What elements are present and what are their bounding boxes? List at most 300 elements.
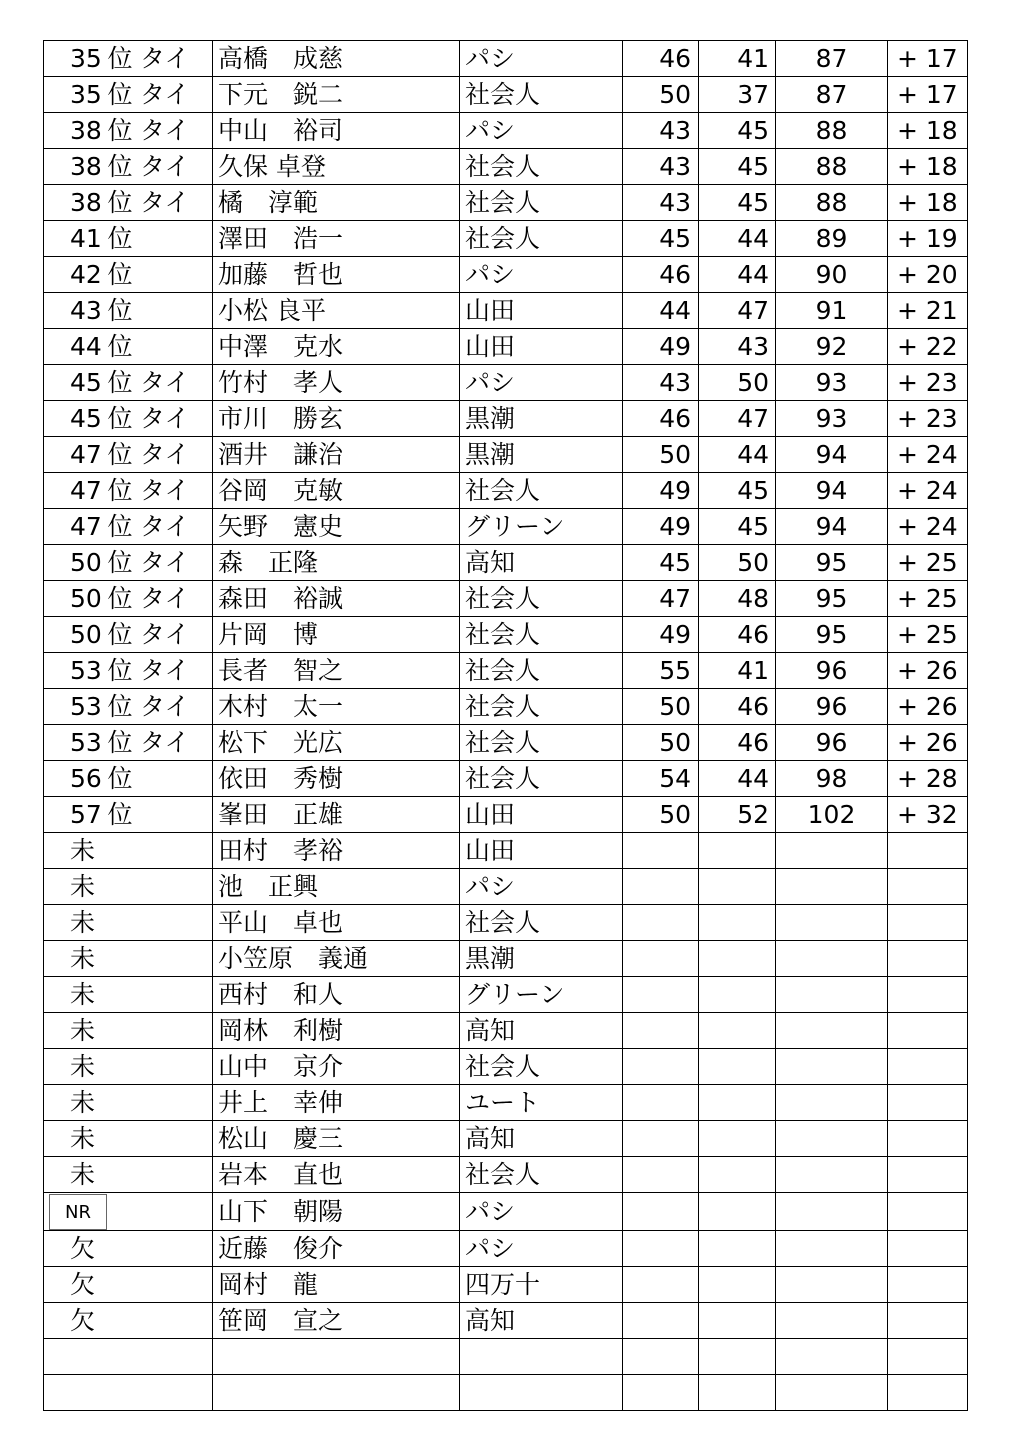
table-row <box>44 869 968 905</box>
in-score: 50 <box>699 545 776 581</box>
tie-label: タイ <box>140 728 190 757</box>
table-row <box>44 1013 968 1049</box>
player-name: 峯田 正雄 <box>213 797 460 833</box>
total-score: 92 <box>776 329 888 365</box>
team-name: 社会人 <box>460 761 623 797</box>
player-name <box>213 1375 460 1411</box>
rank-number: 47 <box>70 476 102 505</box>
rank-unit: 位 <box>107 296 133 325</box>
in-score: 45 <box>699 509 776 545</box>
out-score: 45 <box>623 221 699 257</box>
rank-unit: 位 <box>107 656 133 685</box>
rank-cell <box>44 1267 213 1303</box>
table-row <box>44 77 968 113</box>
table-row <box>44 401 968 437</box>
out-score: 50 <box>623 797 699 833</box>
rank-cell <box>44 77 213 113</box>
out-score: 55 <box>623 653 699 689</box>
over-par: + 25 <box>888 545 968 581</box>
total-score <box>776 833 888 869</box>
rank-unit: 位 <box>107 368 133 397</box>
total-score: 95 <box>776 545 888 581</box>
total-score: 87 <box>776 41 888 77</box>
table-row <box>44 113 968 149</box>
rank-unit: 位 <box>107 692 133 721</box>
team-name: 山田 <box>460 329 623 365</box>
player-name: 木村 太一 <box>213 689 460 725</box>
in-score: 37 <box>699 77 776 113</box>
tie-label: タイ <box>140 404 190 433</box>
total-score <box>776 869 888 905</box>
out-score: 46 <box>623 41 699 77</box>
in-score <box>699 1049 776 1085</box>
out-score: 47 <box>623 581 699 617</box>
player-name: 岡林 利樹 <box>213 1013 460 1049</box>
team-name: 黒潮 <box>460 941 623 977</box>
tie-label: タイ <box>140 80 190 109</box>
in-score <box>699 1231 776 1267</box>
team-name: 黒潮 <box>460 401 623 437</box>
rank-cell <box>44 473 213 509</box>
team-name <box>460 1339 623 1375</box>
player-name: 井上 幸伸 <box>213 1085 460 1121</box>
table-row <box>44 473 968 509</box>
out-score: 50 <box>623 725 699 761</box>
team-name: 社会人 <box>460 581 623 617</box>
table-row <box>44 653 968 689</box>
team-name <box>460 1375 623 1411</box>
out-score <box>623 1085 699 1121</box>
results-table <box>43 40 968 1411</box>
team-name: 社会人 <box>460 689 623 725</box>
in-score: 44 <box>699 437 776 473</box>
team-name: 社会人 <box>460 149 623 185</box>
out-score <box>623 1013 699 1049</box>
total-score <box>776 1267 888 1303</box>
out-score <box>623 1267 699 1303</box>
in-score: 46 <box>699 617 776 653</box>
table-row <box>44 1085 968 1121</box>
rank-cell <box>44 833 213 869</box>
rank-number: 47 <box>70 512 102 541</box>
rank-unit: 位 <box>107 80 133 109</box>
out-score: 50 <box>623 77 699 113</box>
team-name: 高知 <box>460 1121 623 1157</box>
over-par <box>888 1267 968 1303</box>
over-par: + 19 <box>888 221 968 257</box>
total-score: 94 <box>776 509 888 545</box>
tie-label: タイ <box>140 584 190 613</box>
team-name: 社会人 <box>460 653 623 689</box>
team-name: 黒潮 <box>460 437 623 473</box>
rank-cell <box>44 977 213 1013</box>
rank-cell <box>44 905 213 941</box>
total-score <box>776 1303 888 1339</box>
table-row <box>44 725 968 761</box>
rank-cell <box>44 1157 213 1193</box>
in-score: 41 <box>699 41 776 77</box>
over-par <box>888 1085 968 1121</box>
total-score: 89 <box>776 221 888 257</box>
tie-label: タイ <box>140 512 190 541</box>
out-score <box>623 1121 699 1157</box>
rank-number: 43 <box>70 296 102 325</box>
total-score: 93 <box>776 401 888 437</box>
over-par: + 20 <box>888 257 968 293</box>
player-name: 酒井 謙治 <box>213 437 460 473</box>
total-score <box>776 1013 888 1049</box>
out-score <box>623 1231 699 1267</box>
over-par <box>888 1193 968 1231</box>
in-score <box>699 869 776 905</box>
over-par <box>888 941 968 977</box>
over-par: + 18 <box>888 149 968 185</box>
rank-cell <box>44 113 213 149</box>
out-score: 44 <box>623 293 699 329</box>
rank-number: 56 <box>70 764 102 793</box>
total-score: 88 <box>776 149 888 185</box>
rank-cell <box>44 401 213 437</box>
rank-unit: 位 <box>107 548 133 577</box>
player-name: 竹村 孝人 <box>213 365 460 401</box>
table-row <box>44 149 968 185</box>
total-score <box>776 941 888 977</box>
team-name: 社会人 <box>460 185 623 221</box>
rank-cell <box>44 761 213 797</box>
total-score <box>776 1375 888 1411</box>
rank-number: 41 <box>70 224 102 253</box>
total-score <box>776 1157 888 1193</box>
in-score: 48 <box>699 581 776 617</box>
in-score: 44 <box>699 221 776 257</box>
over-par: + 28 <box>888 761 968 797</box>
player-name <box>213 1339 460 1375</box>
team-name: 高知 <box>460 1303 623 1339</box>
player-name: 下元 鋭二 <box>213 77 460 113</box>
rank-cell <box>44 41 213 77</box>
rank-unit: 位 <box>107 800 133 829</box>
rank-unit: 位 <box>107 224 133 253</box>
player-name: 中山 裕司 <box>213 113 460 149</box>
out-score: 54 <box>623 761 699 797</box>
over-par <box>888 1049 968 1085</box>
out-score: 50 <box>623 689 699 725</box>
rank-cell <box>44 1231 213 1267</box>
team-name: 山田 <box>460 293 623 329</box>
over-par <box>888 1157 968 1193</box>
in-score <box>699 977 776 1013</box>
player-name: 澤田 浩一 <box>213 221 460 257</box>
out-score: 43 <box>623 113 699 149</box>
total-score <box>776 1049 888 1085</box>
over-par: + 18 <box>888 185 968 221</box>
rank-cell <box>44 1085 213 1121</box>
over-par <box>888 869 968 905</box>
team-name: パシ <box>460 1193 623 1231</box>
rank-cell <box>44 149 213 185</box>
in-score <box>699 1267 776 1303</box>
player-name: 市川 勝玄 <box>213 401 460 437</box>
in-score <box>699 1157 776 1193</box>
player-name: 田村 孝裕 <box>213 833 460 869</box>
table-row <box>44 1157 968 1193</box>
rank-number: 35 <box>70 80 102 109</box>
total-score <box>776 977 888 1013</box>
in-score <box>699 1085 776 1121</box>
rank-number: 45 <box>70 368 102 397</box>
total-score <box>776 1085 888 1121</box>
player-name: 谷岡 克敏 <box>213 473 460 509</box>
rank-unit: 位 <box>107 584 133 613</box>
rank-cell <box>44 293 213 329</box>
over-par: + 24 <box>888 473 968 509</box>
rank-number: 未 <box>70 1052 96 1081</box>
table-row <box>44 221 968 257</box>
total-score: 96 <box>776 725 888 761</box>
rank-unit: 位 <box>107 116 133 145</box>
out-score: 43 <box>623 365 699 401</box>
rank-unit: 位 <box>107 476 133 505</box>
total-score: 96 <box>776 689 888 725</box>
out-score <box>623 1193 699 1231</box>
rank-number: 欠 <box>70 1306 96 1335</box>
over-par <box>888 1303 968 1339</box>
rank-unit: 位 <box>107 728 133 757</box>
in-score <box>699 1339 776 1375</box>
in-score: 44 <box>699 257 776 293</box>
total-score <box>776 1231 888 1267</box>
out-score: 46 <box>623 401 699 437</box>
player-name: 久保 卓登 <box>213 149 460 185</box>
player-name: 山下 朝陽 <box>213 1193 460 1231</box>
table-row <box>44 1121 968 1157</box>
player-name: 矢野 憲史 <box>213 509 460 545</box>
total-score: 90 <box>776 257 888 293</box>
rank-number: 53 <box>70 728 102 757</box>
over-par <box>888 833 968 869</box>
out-score: 45 <box>623 545 699 581</box>
total-score: 96 <box>776 653 888 689</box>
rank-unit: 位 <box>107 620 133 649</box>
in-score: 45 <box>699 473 776 509</box>
results-body <box>44 41 968 1411</box>
total-score <box>776 905 888 941</box>
rank-cell <box>44 221 213 257</box>
table-row <box>44 365 968 401</box>
out-score <box>623 941 699 977</box>
out-score: 49 <box>623 473 699 509</box>
total-score: 88 <box>776 113 888 149</box>
player-name: 松下 光広 <box>213 725 460 761</box>
rank-cell <box>44 437 213 473</box>
table-row <box>44 797 968 833</box>
rank-cell <box>44 1303 213 1339</box>
rank-cell <box>44 581 213 617</box>
in-score <box>699 833 776 869</box>
over-par <box>888 1375 968 1411</box>
rank-cell <box>44 185 213 221</box>
rank-number: 53 <box>70 656 102 685</box>
table-row <box>44 1303 968 1339</box>
player-name: 近藤 俊介 <box>213 1231 460 1267</box>
rank-number: 未 <box>70 1016 96 1045</box>
out-score: 49 <box>623 509 699 545</box>
table-row <box>44 1375 968 1411</box>
rank-number: 未 <box>70 1160 96 1189</box>
table-row <box>44 437 968 473</box>
in-score: 47 <box>699 293 776 329</box>
rank-cell <box>44 797 213 833</box>
out-score: 49 <box>623 329 699 365</box>
rank-cell <box>44 365 213 401</box>
total-score <box>776 1339 888 1375</box>
rank-unit: 位 <box>107 440 133 469</box>
team-name: グリーン <box>460 509 623 545</box>
in-score <box>699 1303 776 1339</box>
table-row <box>44 905 968 941</box>
out-score: 43 <box>623 185 699 221</box>
out-score <box>623 1157 699 1193</box>
rank-number: 欠 <box>70 1270 96 1299</box>
team-name: ユート <box>460 1085 623 1121</box>
over-par <box>888 1013 968 1049</box>
team-name: パシ <box>460 113 623 149</box>
in-score: 45 <box>699 149 776 185</box>
team-name: パシ <box>460 869 623 905</box>
total-score <box>776 1121 888 1157</box>
rank-unit: 位 <box>107 188 133 217</box>
in-score: 41 <box>699 653 776 689</box>
team-name: 社会人 <box>460 221 623 257</box>
in-score: 43 <box>699 329 776 365</box>
rank-cell <box>44 329 213 365</box>
tie-label: タイ <box>140 44 190 73</box>
rank-cell <box>44 689 213 725</box>
nr-badge: NR <box>49 1194 107 1230</box>
over-par: + 26 <box>888 653 968 689</box>
player-name: 長者 智之 <box>213 653 460 689</box>
total-score: 102 <box>776 797 888 833</box>
rank-number: 42 <box>70 260 102 289</box>
over-par <box>888 1339 968 1375</box>
tie-label: タイ <box>140 548 190 577</box>
tie-label: タイ <box>140 656 190 685</box>
player-name: 橘 淳範 <box>213 185 460 221</box>
player-name: 加藤 哲也 <box>213 257 460 293</box>
player-name: 小松 良平 <box>213 293 460 329</box>
tie-label: タイ <box>140 152 190 181</box>
team-name: 社会人 <box>460 77 623 113</box>
out-score <box>623 833 699 869</box>
team-name: 社会人 <box>460 617 623 653</box>
team-name: 高知 <box>460 545 623 581</box>
rank-cell <box>44 617 213 653</box>
in-score: 47 <box>699 401 776 437</box>
rank-number: 47 <box>70 440 102 469</box>
rank-unit: 位 <box>107 332 133 361</box>
team-name: グリーン <box>460 977 623 1013</box>
table-row <box>44 329 968 365</box>
over-par <box>888 905 968 941</box>
out-score <box>623 1339 699 1375</box>
tie-label: タイ <box>140 620 190 649</box>
rank-number: 38 <box>70 152 102 181</box>
total-score: 95 <box>776 581 888 617</box>
rank-number: 未 <box>70 836 96 865</box>
in-score: 50 <box>699 365 776 401</box>
over-par: + 22 <box>888 329 968 365</box>
over-par: + 32 <box>888 797 968 833</box>
out-score: 50 <box>623 437 699 473</box>
rank-number: 欠 <box>70 1234 96 1263</box>
in-score: 52 <box>699 797 776 833</box>
player-name: 小笠原 義通 <box>213 941 460 977</box>
rank-number: 38 <box>70 188 102 217</box>
player-name: 依田 秀樹 <box>213 761 460 797</box>
over-par: + 25 <box>888 581 968 617</box>
over-par: + 18 <box>888 113 968 149</box>
rank-number: 57 <box>70 800 102 829</box>
player-name: 森 正隆 <box>213 545 460 581</box>
over-par: + 26 <box>888 725 968 761</box>
player-name: 平山 卓也 <box>213 905 460 941</box>
table-row <box>44 257 968 293</box>
rank-unit: 位 <box>107 152 133 181</box>
over-par: + 26 <box>888 689 968 725</box>
rank-cell <box>44 725 213 761</box>
rank-unit: 位 <box>107 404 133 433</box>
rank-cell <box>44 509 213 545</box>
over-par: + 24 <box>888 509 968 545</box>
out-score <box>623 869 699 905</box>
table-row <box>44 1049 968 1085</box>
table-row <box>44 761 968 797</box>
out-score: 49 <box>623 617 699 653</box>
table-row <box>44 509 968 545</box>
out-score <box>623 905 699 941</box>
rank-number: 未 <box>70 980 96 1009</box>
total-score: 87 <box>776 77 888 113</box>
over-par: + 25 <box>888 617 968 653</box>
total-score: 98 <box>776 761 888 797</box>
rank-cell <box>44 941 213 977</box>
out-score: 46 <box>623 257 699 293</box>
in-score <box>699 1193 776 1231</box>
rank-number: 45 <box>70 404 102 433</box>
rank-number: 50 <box>70 584 102 613</box>
over-par: + 23 <box>888 365 968 401</box>
table-row <box>44 689 968 725</box>
team-name: 社会人 <box>460 725 623 761</box>
tie-label: タイ <box>140 476 190 505</box>
out-score: 43 <box>623 149 699 185</box>
in-score: 45 <box>699 185 776 221</box>
table-row <box>44 581 968 617</box>
rank-number: 未 <box>70 1124 96 1153</box>
over-par: + 24 <box>888 437 968 473</box>
team-name: 社会人 <box>460 905 623 941</box>
team-name: パシ <box>460 41 623 77</box>
rank-number: 53 <box>70 692 102 721</box>
tie-label: タイ <box>140 368 190 397</box>
total-score: 94 <box>776 473 888 509</box>
table-row <box>44 1193 968 1231</box>
rank-number: 38 <box>70 116 102 145</box>
team-name: 社会人 <box>460 473 623 509</box>
over-par <box>888 1231 968 1267</box>
rank-number: 未 <box>70 908 96 937</box>
over-par: + 23 <box>888 401 968 437</box>
